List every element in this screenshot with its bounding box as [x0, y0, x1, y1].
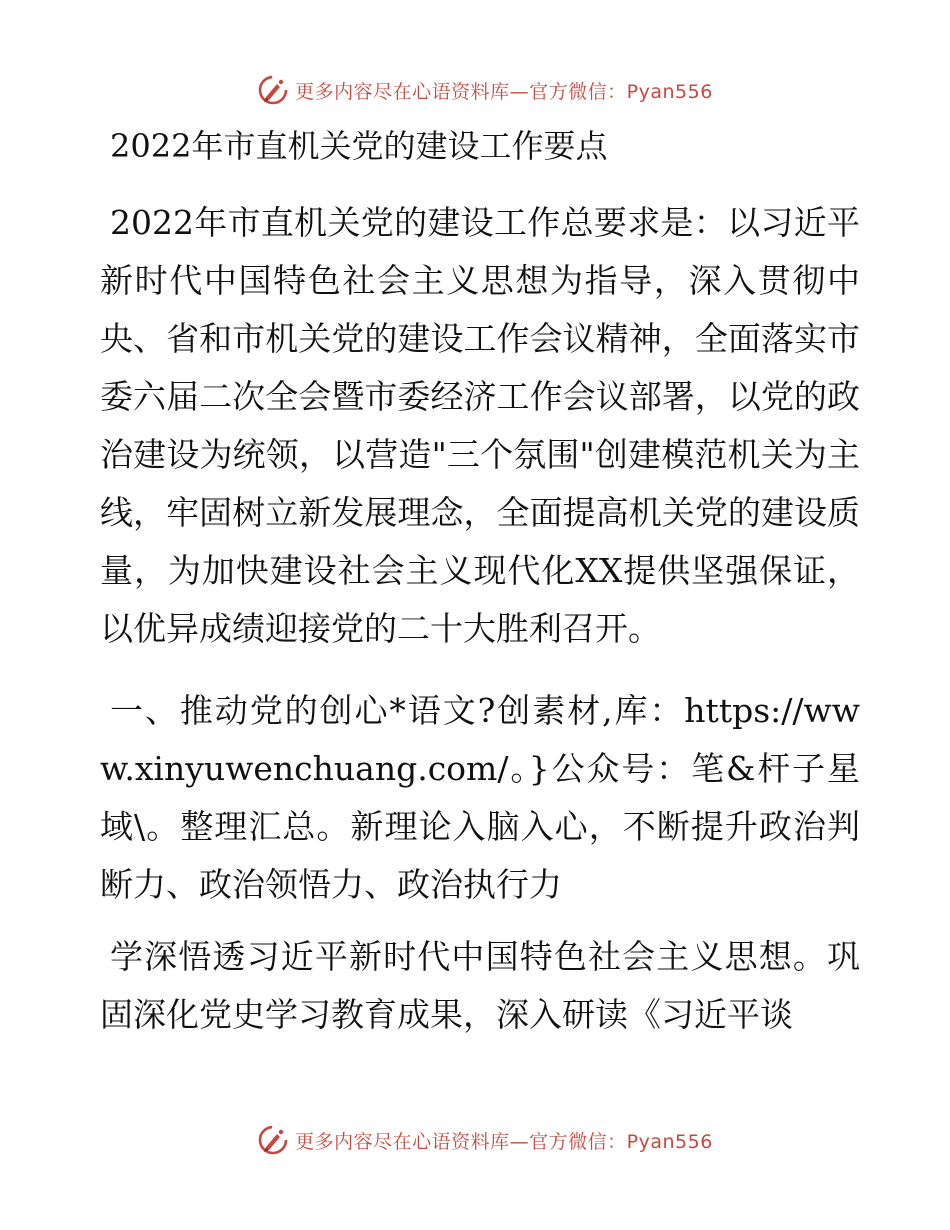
- watermark-text: 更多内容尽在心语资料库—官方微信：Pyan556: [295, 1130, 713, 1153]
- paragraph-study-thought: 学深悟透习近平新时代中国特色社会主义思想。巩固深化党史学习教育成果，深入研读《习近平谈: [100, 937, 860, 1034]
- watermark-content: [257, 74, 713, 106]
- paragraph-section-one: 一、推动党的创心*语文?创素材,库：https://www.xinyuwenchuang.com/。}公众号：笔&杆子星域\。整理汇总。新理论入脑入心，不断提升政治判断力、政治领悟力、政治执行力: [100, 691, 860, 904]
- watermark-text: 更多内容尽在心语资料库—官方微信：Pyan556: [295, 80, 713, 103]
- document-title: 2022年市直机关党的建设工作要点: [110, 127, 608, 165]
- watermark-banner-top: [0, 70, 950, 110]
- watermark-banner-bottom: [0, 1120, 950, 1160]
- pen-logo-icon: [257, 1124, 289, 1156]
- paragraph-general-requirements: 2022年市直机关党的建设工作总要求是：以习近平新时代中国特色社会主义思想为指导，深入贯彻中央、省和市机关党的建设工作会议精神，全面落实市委六届二次全会暨市委经济工作会议部署，以党的政治建设为统领，以营造"三个氛围"创建模范机关为主线，牢固树立新发展理念，全面提高机关党的建设质量，为加快建设社会主义现代化XX提供坚强保证，以优异成绩迎接党的二十大胜利召开。: [100, 203, 860, 648]
- document-body: [100, 120, 860, 1044]
- watermark-content-bottom: [257, 1124, 713, 1156]
- pen-logo-icon: [257, 74, 289, 106]
